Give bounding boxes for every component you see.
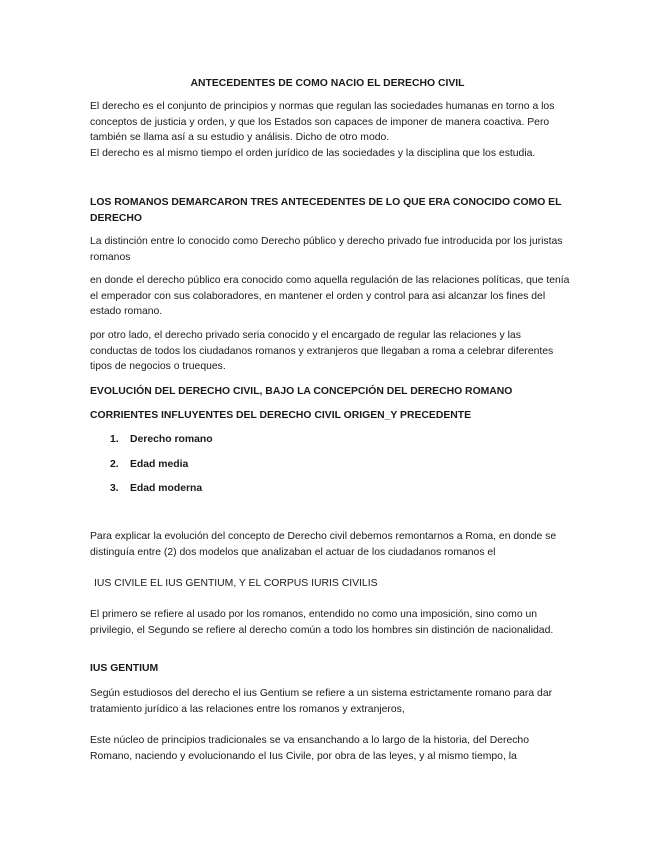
paragraph-ius-gentium: Según estudiosos del derecho el ius Gentium se refiere a un sistema estrictamente romano para dar tratamiento jurídico a las relaciones entre los romanos y extranjeros, xyxy=(90,688,553,715)
heading-ius-gentium: IUS GENTIUM xyxy=(90,663,159,674)
paragraph-primero: El primero se refiere al usado por los romanos, entendido no como una imposición, sino como un privilegio, el Segundo se refiere al derecho común a todo los hombres sin distinción de nacionalidad. xyxy=(90,609,554,636)
paragraph-derecho-privado: por otro lado, el derecho privado seria conocido y el encargado de regular las relaciones y las conductas de todos los ciudadanos romanos y extranjeros que llegaban a roma a celebrar diferentes tipos de negocios o trueques. xyxy=(90,330,554,372)
list-item xyxy=(110,457,188,473)
list-item-number: 3. xyxy=(110,483,119,494)
paragraph-distincion: La distinción entre lo conocido como Derecho público y derecho privado fue introducida por los juristas romanos xyxy=(90,236,563,263)
heading-evolucion: EVOLUCIÓN DEL DERECHO CIVIL, BAJO LA CONCEPCIÓN DEL DERECHO ROMANO xyxy=(90,386,513,397)
heading-romanos: LOS ROMANOS DEMARCARON TRES ANTECEDENTES DE LO QUE ERA CONOCIDO COMO EL DERECHO xyxy=(90,197,562,224)
list-item-text: Edad media xyxy=(130,459,189,470)
list-item-number: 1. xyxy=(110,434,119,445)
paragraph-nucleo: Este núcleo de principios tradicionales se va ensanchando a lo largo de la historia, del Derecho Romano, naciendo y evolucionando el Ius Civile, por obra de las leyes, y al mismo tiempo, la xyxy=(90,735,529,762)
paragraph-derecho-publico: en donde el derecho público era conocido como aquella regulación de las relaciones políticas, que tenía el emperador con sus colaboradores, en mantener el orden y control para asi alcanzar los fines del estado romano. xyxy=(90,275,570,317)
list-item-text: Edad moderna xyxy=(130,483,203,494)
list-item-number: 2. xyxy=(110,459,119,470)
list-item xyxy=(110,432,213,448)
paragraph-ius-civile: IUS CIVILE EL IUS GENTIUM, Y EL CORPUS IURIS CIVILIS xyxy=(94,578,378,589)
paragraph-intro: El derecho es el conjunto de principios y normas que regulan las sociedades humanas en torno a los conceptos de justicia y orden, y que los Estados son capaces de imponer de manera coactiva. Pero también se llama así a su estudio y análisis. Dicho de otro modo. xyxy=(90,101,555,143)
heading-corrientes: CORRIENTES INFLUYENTES DEL DERECHO CIVIL ORIGEN_Y PRECEDENTE xyxy=(90,410,472,421)
list-item xyxy=(110,481,202,497)
list-item-text: Derecho romano xyxy=(130,434,213,445)
paragraph-evolucion-concepto: Para explicar la evolución del concepto de Derecho civil debemos remontarnos a Roma, en donde se distinguía entre (2) dos modelos que analizaban el actuar de los ciudadanos romanos el xyxy=(90,531,557,558)
paragraph-intro-2: El derecho es al mismo tiempo el orden jurídico de las sociedades y la disciplina que los estudia. xyxy=(90,148,536,159)
document-title: ANTECEDENTES DE COMO NACIO EL DERECHO CIVIL xyxy=(190,78,465,89)
